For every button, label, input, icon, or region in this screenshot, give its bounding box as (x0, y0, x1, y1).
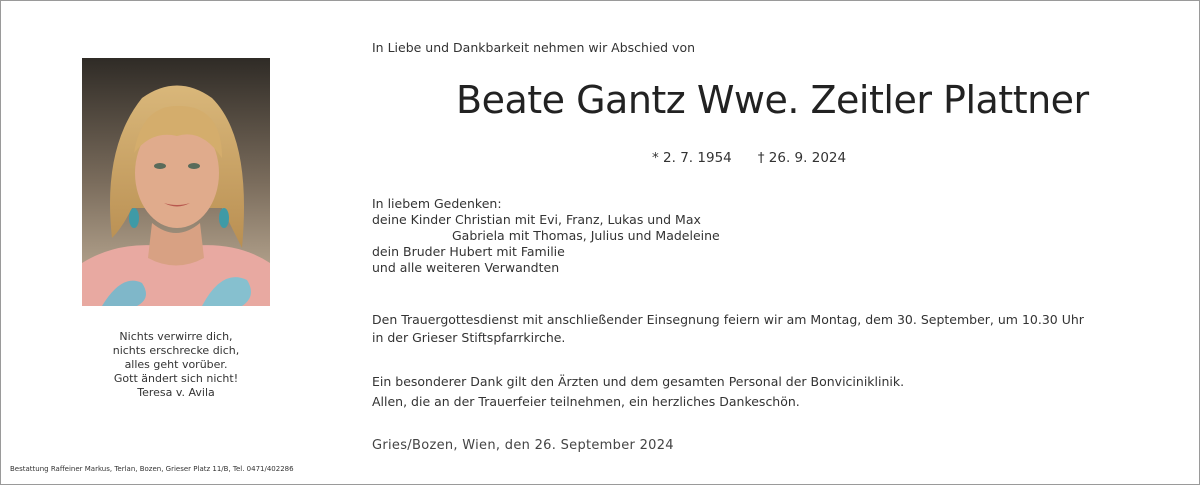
mourner-line: deine Kinder Christian mit Evi, Franz, Lukas und Max (372, 212, 701, 227)
quote-line: Nichts verwirre dich, (119, 330, 233, 343)
deceased-name: Beate Gantz Wwe. Zeitler Plattner (456, 78, 1089, 122)
mourners-heading: In liebem Gedenken: (372, 196, 502, 211)
quote-line: Gott ändert sich nicht! (113, 372, 239, 385)
service-line: in der Grieser Stiftspfarrkirche. (372, 330, 566, 345)
mourner-line: Gabriela mit Thomas, Julius und Madeleine (452, 228, 720, 243)
mourner-line: und alle weiteren Verwandten (372, 260, 560, 275)
life-dates (652, 150, 846, 166)
thanks-line: Allen, die an der Trauerfeier teilnehmen, ein herzliches Dankeschön. (372, 394, 800, 409)
quote-line: nichts erschrecke dich, (112, 344, 240, 357)
thanks-text (372, 372, 904, 412)
place-and-date: Gries/Bozen, Wien, den 26. September 2024 (372, 438, 674, 453)
quote-line: alles geht vorüber. (124, 358, 228, 371)
quote-author: Teresa v. Avila (137, 386, 215, 399)
portrait-photo (82, 58, 270, 306)
death-date: † 26. 9. 2024 (757, 150, 847, 166)
thanks-line: Ein besonderer Dank gilt den Ärzten und dem gesamten Personal der Bonviciniklinik. (372, 374, 905, 389)
service-line: Den Trauergottesdienst mit anschließender Einsegnung feiern wir am Montag, dem 30. September, um 10.30 Uhr (372, 312, 1084, 327)
funeral-home-footer: Bestattung Raffeiner Markus, Terlan, Bozen, Grieser Platz 11/B, Tel. 0471/402286 (10, 465, 294, 473)
memorial-quote (82, 330, 270, 400)
birth-date: * 2. 7. 1954 (652, 150, 732, 166)
intro-text: In Liebe und Dankbarkeit nehmen wir Abschied von (372, 40, 696, 55)
mourners-list (372, 196, 720, 276)
service-announcement (372, 311, 1084, 347)
mourner-line: dein Bruder Hubert mit Familie (372, 244, 565, 259)
